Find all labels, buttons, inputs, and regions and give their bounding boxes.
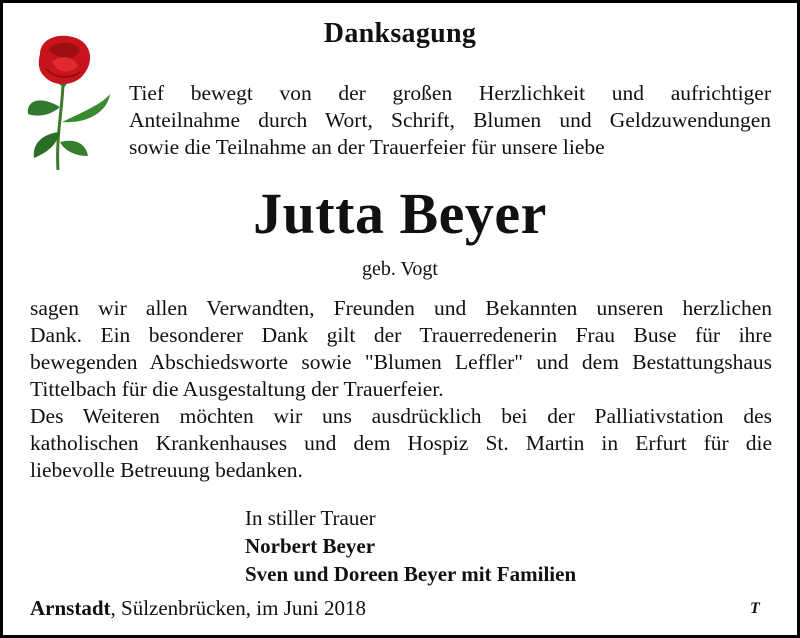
intro-line: Anteilnahme durch Wort, Schrift, Blumen und Geldzuwendungen [129, 108, 771, 132]
thanks-paragraph [30, 295, 772, 484]
signature-block [245, 504, 576, 588]
signature-name: Norbert Beyer [245, 534, 376, 558]
maiden-name: geb. Vogt [362, 258, 438, 280]
publisher-mark: T [750, 600, 760, 617]
red-rose-icon [18, 32, 130, 172]
body-line: katholischen Krankenhauses und dem Hospiz St. Martin in Erfurt für die [30, 431, 772, 455]
intro-line: sowie die Teilnahme an der Trauerfeier für unsere liebe [129, 135, 605, 159]
body-line: Des Weiteren möchten wir uns ausdrücklich bei der Palliativstation des [30, 404, 772, 428]
body-line: liebevolle Betreuung bedanken. [30, 458, 303, 482]
notice-title: Danksagung [323, 18, 477, 49]
signature-name: Sven und Doreen Beyer mit Familien [245, 562, 577, 586]
body-line: bewegenden Abschiedsworte sowie "Blumen Leffler" und dem Bestattungshaus [30, 350, 772, 374]
body-line: Tittelbach für die Ausgestaltung der Trauerfeier. [30, 377, 444, 401]
place-town: Arnstadt [30, 596, 111, 620]
intro-paragraph [129, 80, 771, 161]
body-line: sagen wir allen Verwandten, Freunden und Bekannten unseren herzlichen [30, 296, 772, 320]
body-line: Dank. Ein besonderer Dank gilt der Trauerredenerin Frau Buse für ihre [30, 323, 772, 347]
signature-intro: In stiller Trauer [245, 506, 376, 530]
place-date-line [30, 596, 366, 621]
deceased-name: Jutta Beyer [253, 181, 547, 246]
intro-line: Tief bewegt von der großen Herzlichkeit und aufrichtiger [129, 81, 771, 105]
place-date: , Sülzenbrücken, im Juni 2018 [110, 596, 366, 620]
